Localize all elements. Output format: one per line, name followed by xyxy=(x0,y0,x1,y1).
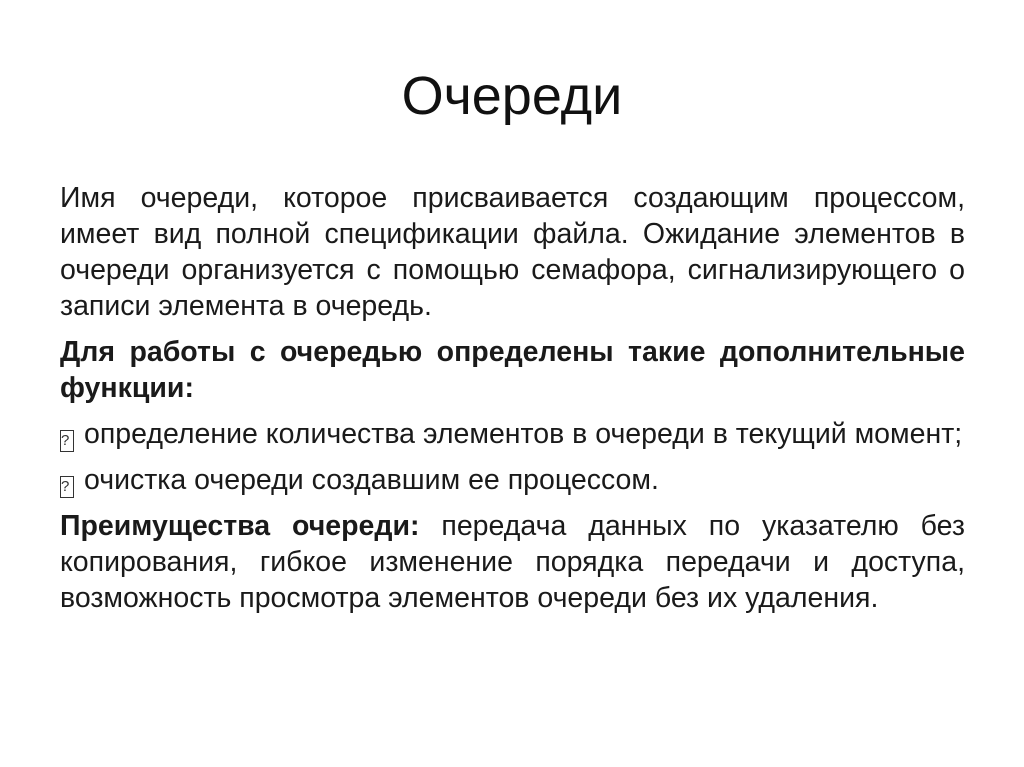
paragraph-queue-name: Имя очереди, которое присваивается создающим процессом, имеет вид полной спецификации файла. Ожидание элементов в очереди организуется с помощью семафора, сигнализирующего о записи элемента в очередь. xyxy=(60,182,965,322)
missing-glyph-bullet-icon: ? xyxy=(60,476,74,498)
bullet-item-text: определение количества элементов в очереди в текущий момент; xyxy=(84,418,963,450)
paragraph-advantages xyxy=(60,508,965,616)
paragraph-functions-intro: Для работы с очередью определены такие дополнительные функции: xyxy=(60,336,965,404)
slide-body xyxy=(60,180,965,626)
bullet-item xyxy=(60,462,965,498)
advantages-label: Преимущества очереди: xyxy=(60,510,420,542)
missing-glyph-bullet-icon: ? xyxy=(60,430,74,452)
bullet-item xyxy=(60,416,965,452)
bullet-item-text: очистка очереди создавшим ее процессом. xyxy=(84,464,659,496)
advantages-text: передача данных по указателю без копирования, гибкое изменение порядка передачи и доступа, возможность просмотра элементов очереди без их удаления. xyxy=(60,510,965,614)
slide-title: Очереди xyxy=(401,66,623,126)
